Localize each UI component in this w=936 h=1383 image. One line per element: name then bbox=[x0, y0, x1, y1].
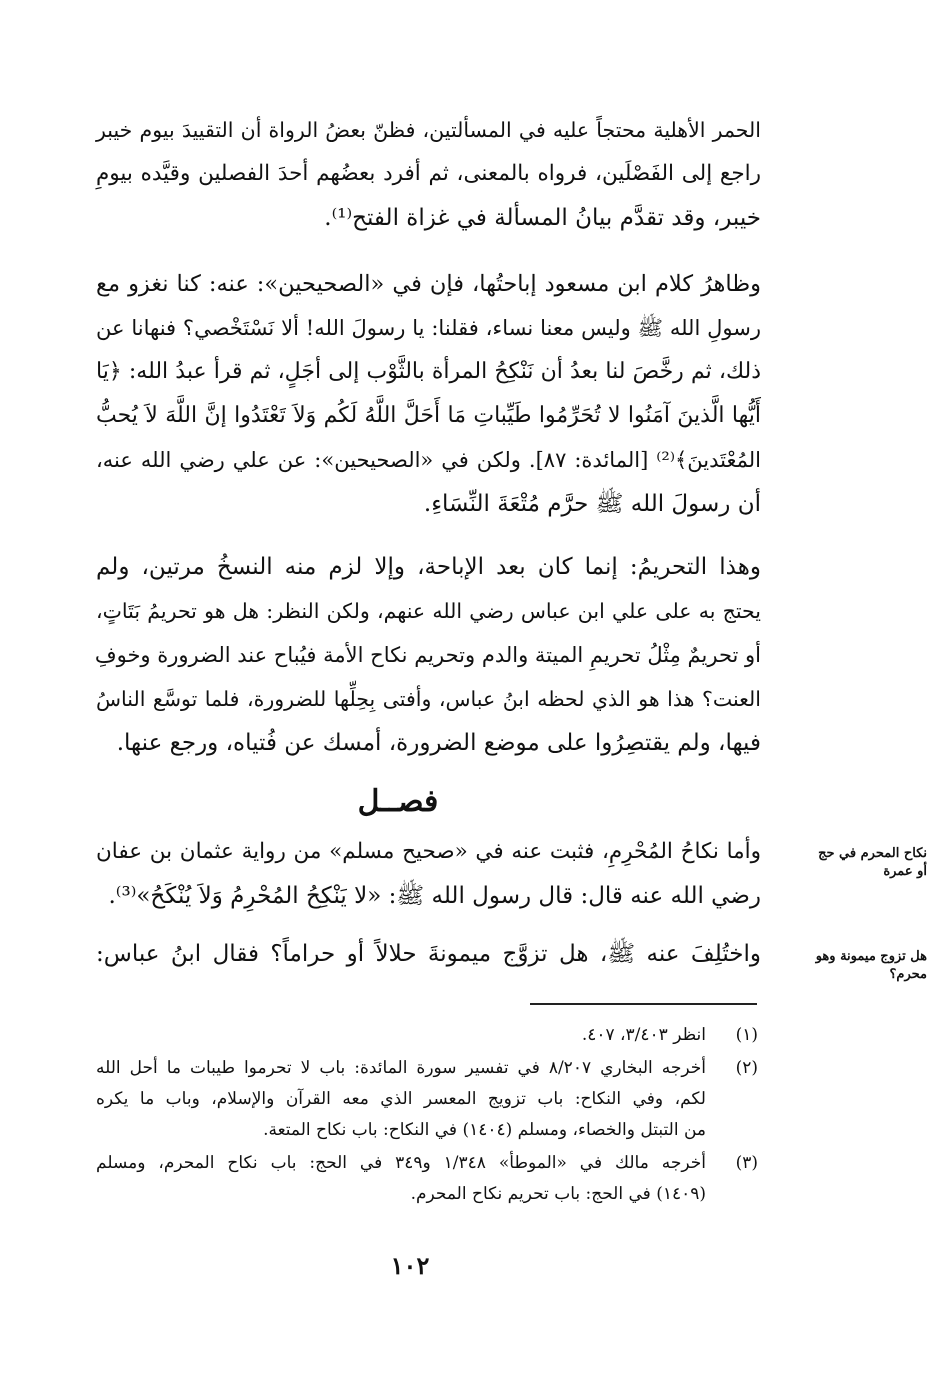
text-line: وأما نكاحُ المُحْرِمِ، فثبت عنه في «صحيح مسلم» من رواية عثمان بن عفان bbox=[96, 839, 761, 864]
footnote-line: لكم، وفي النكاح: باب تزويج المعسر الذي معه القرآن والإسلام، وباب ما يكره bbox=[96, 1089, 706, 1109]
footnote-line: (١٤٠٩) في الحج: باب تحريم نكاح المحرم. bbox=[410, 1184, 706, 1204]
text-line: أَيُّها الَّذينَ آمَنُوا لا تُحَرِّمُوا طَيِّباتِ مَا أَحَلَّ اللَّهُ لَكُم وَلاَ تَعْتَدُوا إنَّ اللَّهَ لاَ يُحبُّ bbox=[96, 403, 761, 428]
paragraph-5 bbox=[96, 932, 761, 976]
footnotes bbox=[96, 1020, 758, 1212]
text-line: رضي الله عنه قال: قال رسول الله ﷺ: «لا يَنْكِحُ المُحْرِمُ وَلاَ يُنْكَحُ»⁽³⁾. bbox=[108, 883, 761, 909]
text-line: وهذا التحريمُ: إنما كان بعد الإباحة، وإلا لزم منه النسخُ مرتين، ولم bbox=[96, 554, 761, 580]
text-line: يحتج به على علي ابن عباس رضي الله عنهم، ولكن النظر: هل هو تحريمُ بَتَاتٍ، bbox=[96, 599, 761, 623]
text-line: واختُلِفَ عنه ﷺ، هل تزوَّج ميمونةَ حلالاً أو حراماً؟ فقال ابنُ عباس: bbox=[96, 941, 761, 967]
margin-note-maymuna: هل تزوج ميمونة وهو محرم؟ bbox=[815, 949, 927, 982]
footnote-line: انظر ٣/٤٠٣، ٤٠٧. bbox=[581, 1025, 706, 1045]
section-heading: فصــل bbox=[357, 784, 439, 819]
footnote-line: من التبتل والخصاء، ومسلم (١٤٠٤) في النكاح: باب نكاح المتعة. bbox=[263, 1120, 706, 1140]
footnote-number: (٢) bbox=[735, 1058, 758, 1078]
text-line: الحمر الأهلية محتجاً عليه في المسألتين، فظنّ بعضُ الرواة أن التقييدَ بيوم خيبر bbox=[96, 118, 761, 142]
text-line: أن رسولَ الله ﷺ حرَّم مُتْعَةَ النِّسَاءِ. bbox=[423, 491, 761, 517]
text-line: راجع إلى الفَصْلَين، فرواه بالمعنى، ثم أفرد بعضُهم أحدَ الفصلين وقيَّده بيومِ bbox=[96, 161, 761, 186]
text-line: المُعْتَدينَ﴾⁽²⁾ [المائدة: ٨٧]. ولكن في «الصحيحين»: عن علي رضي الله عنه، bbox=[96, 448, 762, 472]
text-line: فيها، ولم يقتصِرُوا على موضع الضرورة، أمسك عن فُتياه، ورجع عنها. bbox=[116, 730, 761, 756]
footnote-number: (١) bbox=[735, 1025, 758, 1045]
footnote-line: أخرجه مالك في «الموطأ» ١/٣٤٨ و٣٤٩ في الحج: باب نكاح المحرم، ومسلم bbox=[96, 1153, 706, 1173]
footnote-divider bbox=[530, 1003, 757, 1005]
page-number: ١٠٢ bbox=[390, 1251, 430, 1280]
paragraph-3 bbox=[96, 545, 761, 765]
footnote-number: (٣) bbox=[735, 1153, 758, 1173]
footnote-1 bbox=[96, 1020, 758, 1051]
text-line: رسولِ الله ﷺ وليس معنا نساء، فقلنا: يا رسولَ الله! ألا نَسْتَخْصي؟ فنهانا عن bbox=[96, 316, 761, 340]
text-line: أو تحريمٌ مِثْلُ تحريمِ الميتة والدم وتحريم نكاح الأمة فيُباح عند الضرورة وخوفِ bbox=[94, 643, 761, 667]
footnote-2 bbox=[96, 1053, 758, 1146]
footnote-3 bbox=[96, 1148, 758, 1210]
margin-note-muhrim-marriage: نكاح المحرم في حج أو عمرة bbox=[818, 846, 927, 879]
text-line: وظاهرُ كلام ابن مسعود إباحتُها، فإن في «الصحيحين»: عنه: كنا نغزو مع bbox=[96, 271, 761, 297]
paragraph-4 bbox=[96, 830, 761, 918]
text-line: خيبر، وقد تقدَّم بيانُ المسألة في غزاة الفتح⁽¹⁾. bbox=[324, 205, 761, 231]
footnote-line: أخرجه البخاري ٨/٢٠٧ في تفسير سورة المائدة: باب لا تحرموا طيبات ما أحل الله bbox=[96, 1058, 707, 1078]
paragraph-1 bbox=[96, 108, 761, 240]
text-line: ذلك، ثم رخَّصَ لنا بعدُ أن نَنْكِحُ المرأة بالثَّوْب إلى أجَلٍ، ثم قرأ عبدُ الله: ﴿يَا bbox=[96, 359, 761, 384]
text-line: العنت؟ هذا هو الذي لحظه ابنُ عباس، وأفتى بِحِلِّها للضرورة، فلما توسَّع الناسُ bbox=[96, 687, 761, 711]
paragraph-2 bbox=[96, 262, 761, 526]
